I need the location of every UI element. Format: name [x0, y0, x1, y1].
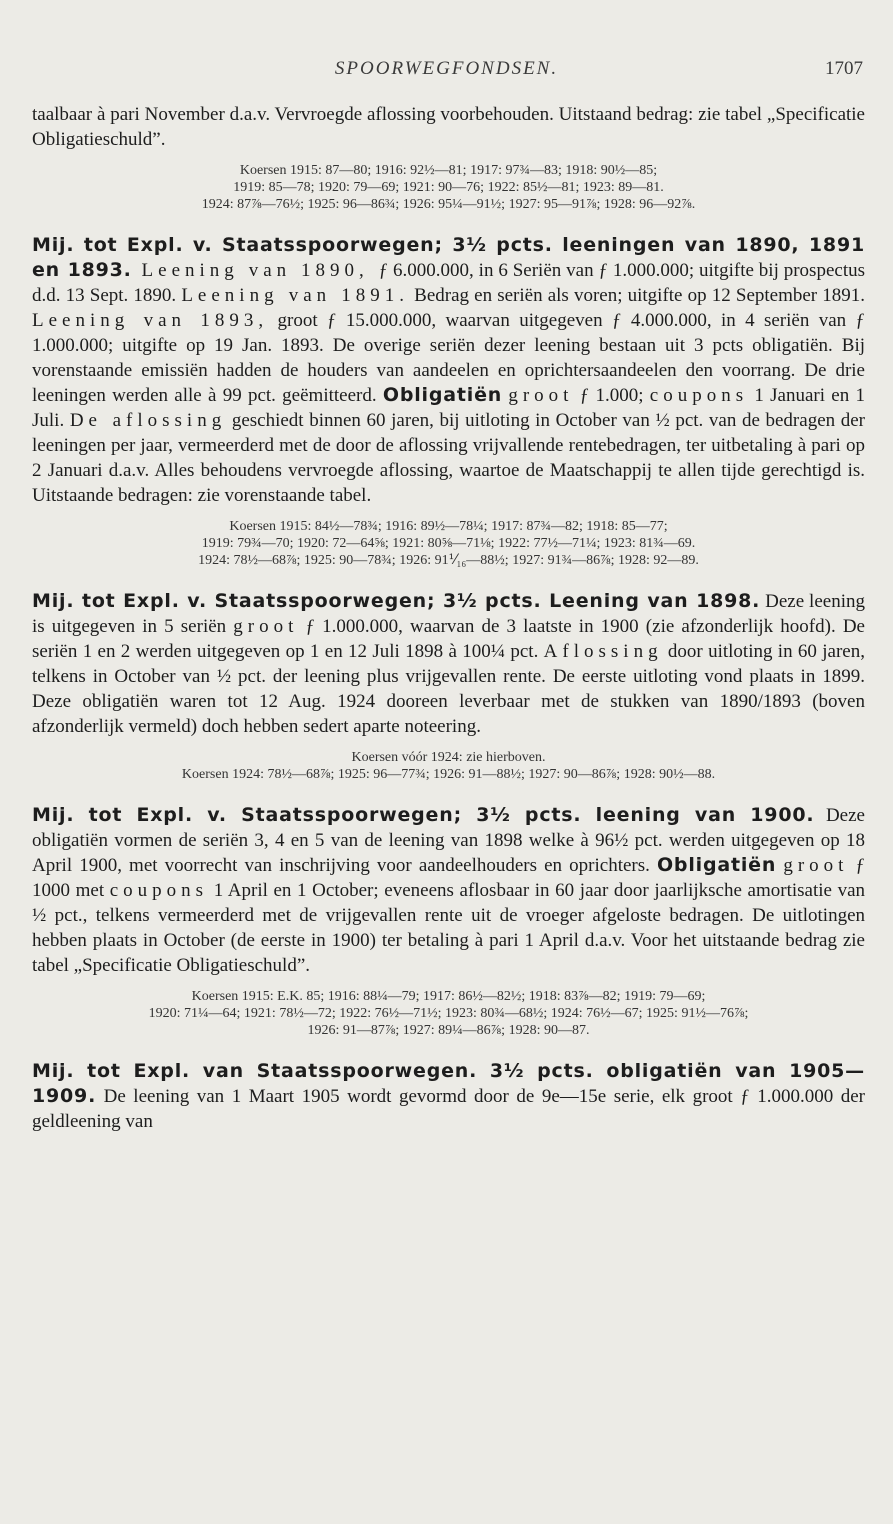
text-span: Deze leening is uitgegeven in 5 seriën — [32, 591, 865, 637]
text-span: 1 Januari en 1 Juli. — [32, 385, 865, 431]
text-span: ƒ 1.000; — [573, 385, 650, 406]
koersen-line: 1919: 79¾—70; 1920: 72—64⅝; 1921: 80⅝—71⅛; 1922: 77½—71¼; 1923: 81¾—69. — [201, 536, 696, 551]
text-span: Leening van 1890, — [131, 260, 379, 281]
text-span: groot — [233, 616, 299, 637]
page-body — [32, 102, 865, 1134]
koersen-line: Koersen 1915: E.K. 85; 1916: 88¼—79; 1917: 86½—82½; 1918: 83⅞—82; 1919: 79—69; — [191, 989, 706, 1004]
text-span: groot — [508, 385, 574, 406]
text-span: ƒ 1000 met — [32, 855, 866, 901]
text-span: Leening van 1893, — [32, 310, 269, 331]
koersen-block-3 — [32, 749, 865, 783]
koersen-line: Koersen 1915: 87—80; 1916: 92½—81; 1917: 97¾—83; 1918: 90½—85; — [239, 163, 658, 178]
text-span: De leening van 1 Maart 1905 wordt gevormd door de 9e—15e serie, elk groot ƒ 1.000.000 der geldleening van — [32, 1086, 865, 1132]
section-1890-paragraph — [32, 233, 865, 508]
koersen-line: 1920: 71¼—64; 1921: 78½—72; 1922: 76½—71½; 1923: 80¾—68½; 1924: 76½—67; 1925: 91½—76⅞; — [148, 1006, 749, 1021]
text-span: Bedrag en seriën als voren; uitgifte op 12 September 1891. — [409, 285, 866, 306]
koersen-line: 1926: 91—87⅞; 1927: 89¼—86⅞; 1928: 90—87. — [307, 1023, 590, 1038]
koersen-line: 1924: 78½—68⅞; 1925: 90—78¾; 1926: 91⅟₁₆—88½; 1927: 91¾—86⅞; 1928: 92—89. — [198, 553, 699, 568]
text-span: groot ƒ 15.000.000, waarvan uitgegeven ƒ 4.000.000, in 4 seriën van ƒ 1.000.000; uitgifte op 19 Jan. 1893. De overige seriën dezer leening bestaan uit 3 pcts obligatiën. Bij vorenstaande emissiën hadden de houders van aandeelen en oprichtersaandeelen den voorrang. De drie leeningen werden alle à 99 pct. geëmitteerd. — [32, 310, 866, 406]
section-1900-paragraph — [32, 803, 865, 978]
text-span: groot — [783, 855, 849, 876]
section-1900-heading: Mij. tot Expl. v. Staatsspoorwegen; 3½ pcts. leening van 1900. — [32, 804, 815, 826]
text-span: Leening van 1891. — [181, 285, 410, 306]
continuation-paragraph: taalbaar à pari November d.a.v. Vervroegde aflossing voorbehouden. Uitstaand bedrag: zie tabel „Specificatie Obligatieschuld”. — [32, 104, 865, 150]
text-span: door uitloting in 60 jaren, telkens in October van ½ pct. der leening plus vrijgevallen rente. De eerste uitloting vond plaats in 1899. Deze obligatiën waren tot 12 Aug. 1924 dooreen leverbaar met de stukken van 1890/1893 (boven afzonderlijk vermeld) doch hebben sedert aparte noteering. — [32, 641, 865, 737]
page-header — [0, 58, 893, 88]
section-1898-heading: Mij. tot Expl. v. Staatsspoorwegen; 3½ pcts. Leening van 1898. — [32, 590, 761, 612]
koersen-line: 1924: 87⅞—76½; 1925: 96—86¾; 1926: 95¼—91½; 1927: 95—91⅞; 1928: 96—92⅞. — [201, 197, 696, 212]
koersen-block-1 — [32, 162, 865, 213]
inline-heading: Obligatiën — [656, 854, 777, 876]
text-span: ƒ 1.000.000, waarvan de 3 laatste in 1900 (zie afzonderlijk hoofd). De seriën 1 en 2 werden uitgegeven op 1 en 12 Juli 1898 à 100¼ pct. — [32, 616, 865, 662]
text-span: ƒ 6.000.000, in 6 Seriën van ƒ 1.000.000; uitgifte bij prospectus d.d. 13 Sept. 1890. — [32, 260, 865, 306]
section-1898-paragraph — [32, 589, 865, 739]
text-span: De aflossing — [69, 410, 227, 431]
inline-heading: Obligatiën — [382, 384, 503, 406]
koersen-line: Koersen vóór 1924: zie hierboven. — [351, 750, 546, 765]
koersen-line: 1919: 85—78; 1920: 79—69; 1921: 90—76; 1922: 85½—81; 1923: 89—81. — [233, 180, 664, 195]
text-span: coupons — [649, 385, 749, 406]
text-span: Aflossing — [543, 641, 663, 662]
text-span: geschiedt binnen 60 jaren, bij uitloting in October van ½ pct. van de bedragen der leeningen per jaar, vermeerderd met de door de aflossing vrijvallende rentebedragen, ter uitbetaling à pari op 2 Januari d.a.v. Alles behoudens vervroegde aflossing, waartoe de Maatschappij te allen tijde gerechtigd is. Uitstaande bedragen: zie vorenstaande tabel. — [32, 410, 866, 506]
running-title: SPOORWEGFONDSEN. — [334, 58, 559, 79]
koersen-line: Koersen 1915: 84½—78¾; 1916: 89½—78¼; 1917: 87¾—82; 1918: 85—77; — [229, 519, 668, 534]
koersen-line: Koersen 1924: 78½—68⅞; 1925: 96—77¾; 1926: 91—88½; 1927: 90—86⅞; 1928: 90½—88. — [181, 767, 716, 782]
text-span: coupons — [109, 880, 209, 901]
text-span: 1 April en 1 October; eveneens aflosbaar in 60 jaar door jaarlijksche amortisatie van ½ pct., telkens vermeerderd met de vrijgevallen rente uit de vroeger afgeloste bedragen. De uitlotingen hebben plaats in October (de eerste in 1900) ter betaling à pari 1 April d.a.v. Voor het uitstaande bedrag zie tabel „Specificatie Obligatieschuld”. — [32, 880, 865, 976]
koersen-block-4 — [32, 988, 865, 1039]
text-span: Deze obligatiën vormen de seriën 3, 4 en 5 van de leening van 1898 welke à 96½ pct. werden uitgegeven op 18 April 1900, met voorrecht van inschrijving voor aandeelhouders en oprichters. — [32, 805, 865, 876]
page-number: 1707 — [825, 58, 863, 79]
section-1890-heading: Mij. tot Expl. v. Staatsspoorwegen; 3½ pcts. leeningen van 1890, 1891 en 1893. — [32, 234, 865, 281]
koersen-block-2 — [32, 518, 865, 569]
section-1905-heading: Mij. tot Expl. van Staatsspoorwegen. 3½ pcts. obligatiën van 1905—1909. — [32, 1060, 865, 1107]
section-1905-paragraph — [32, 1059, 865, 1134]
